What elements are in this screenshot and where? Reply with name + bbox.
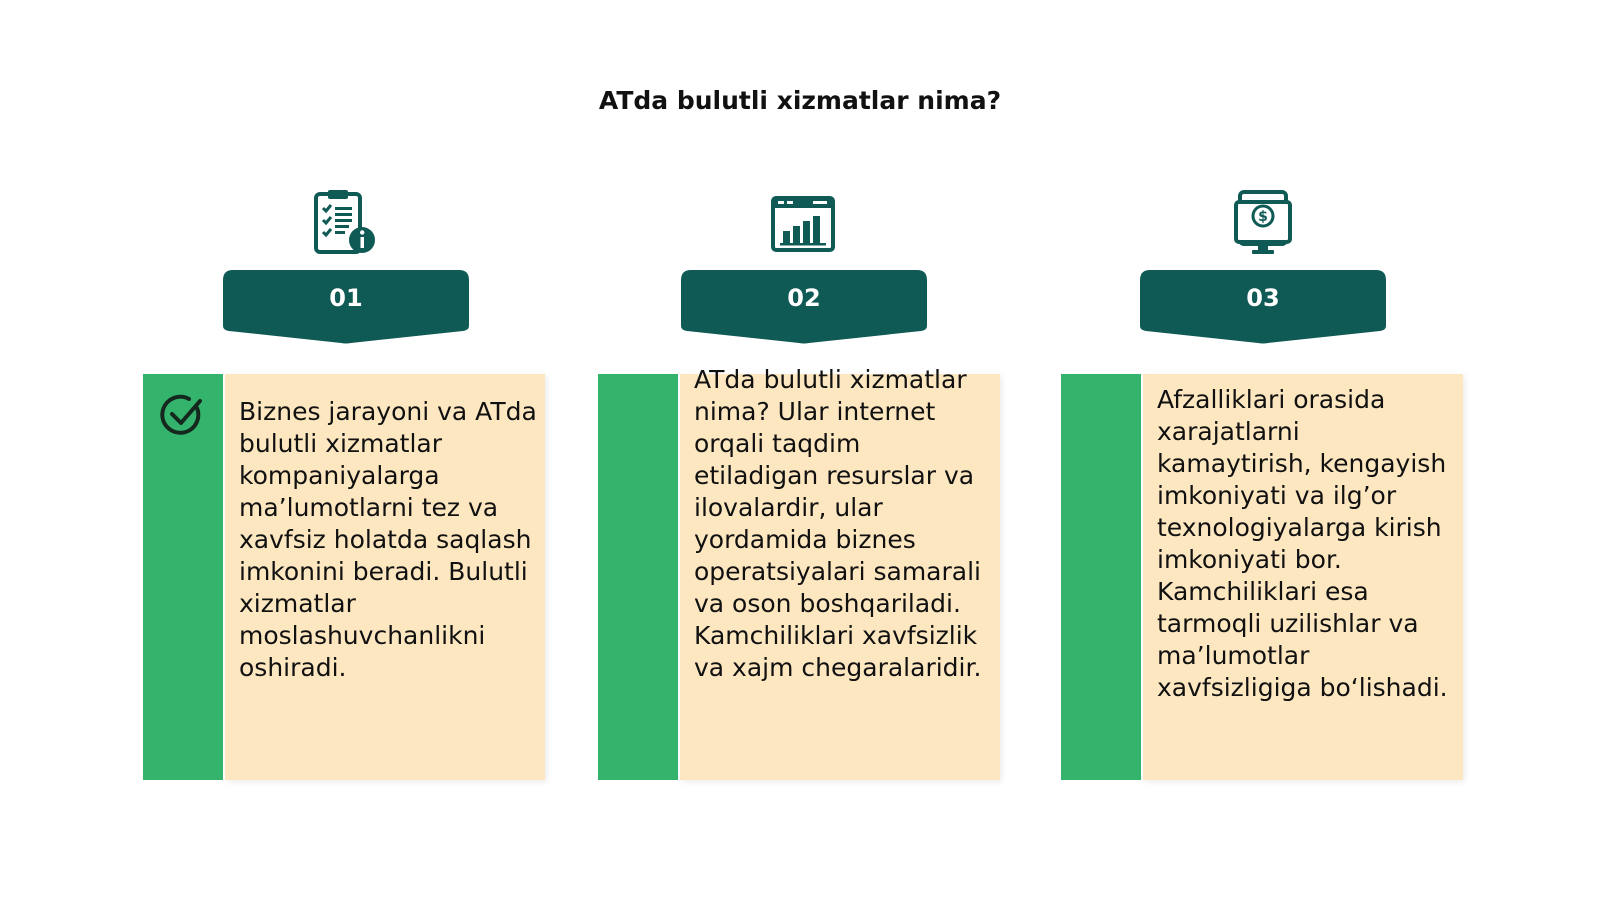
description-text: Afzalliklari orasida xarajatlarni kamaytirish, kengayish imkoniyati va ilg’or texnologiyalarga kirish imkoniyati bor. Kamchiliklari esa tarmoqli uzilishlar va ma’lumotlar xavfsizligiga bo‘lishadi. <box>1157 385 1448 702</box>
description-card <box>680 365 1000 780</box>
bar-chart-window-icon <box>763 188 843 258</box>
accent-stripe <box>1061 374 1141 780</box>
step-tab-02 <box>681 270 927 346</box>
dollar-monitor-icon <box>1223 188 1303 258</box>
svg-text:$: $ <box>1258 209 1268 225</box>
step-number: 01 <box>329 284 363 312</box>
step-number: 02 <box>787 284 821 312</box>
description-card <box>1143 374 1463 780</box>
description-text: Biznes jarayoni va ATda bulutli xizmatlar kompaniyalarga ma’lumotlarni tez va xavfsiz holatda saqlash imkonini beradi. Bulutli xizmatlar moslashuvchanlikni oshiradi. <box>239 397 537 682</box>
description-text: ATda bulutli xizmatlar nima? Ular internet orqali taqdim etiladigan resurslar va ilovalardir, ular yordamida biznes operatsiyalari samarali va oson boshqariladi. Kamchiliklari xavfsizlik va xajm chegaralaridir. <box>694 365 982 682</box>
accent-stripe <box>598 374 678 780</box>
page-title: ATda bulutli xizmatlar nima? <box>598 86 1002 115</box>
step-tab-03 <box>1140 270 1386 346</box>
step-number: 03 <box>1246 284 1280 312</box>
